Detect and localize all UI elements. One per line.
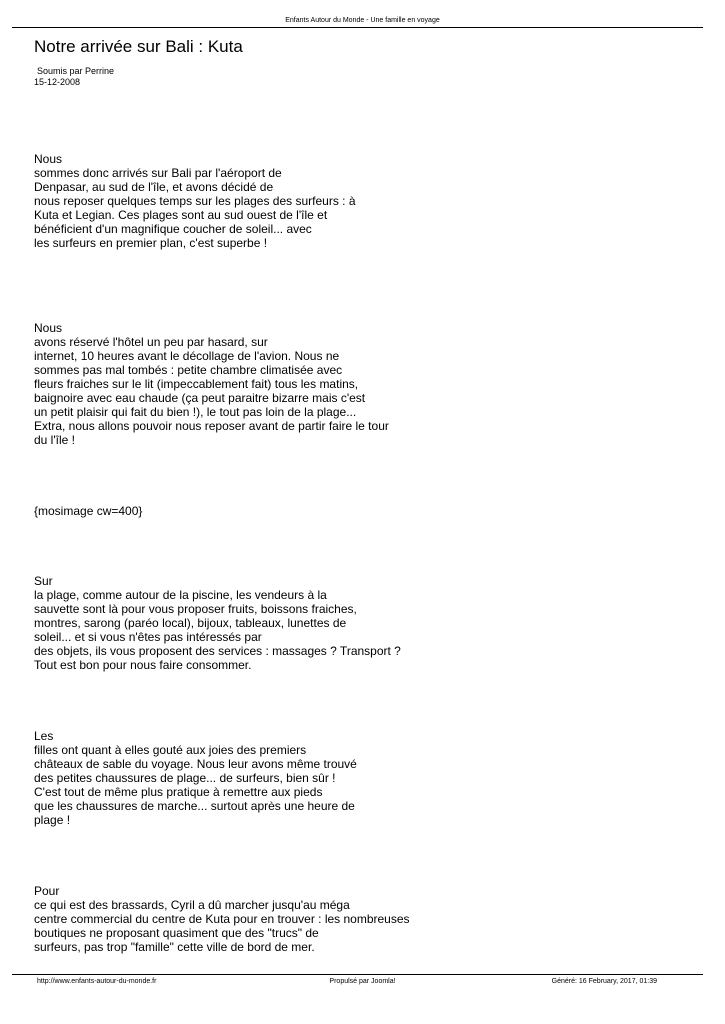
footer-url[interactable]: http://www.enfants-autour-du-monde.fr [37, 978, 157, 985]
paragraph-arrival: Nous sommes donc arrivés sur Bali par l'aéroport de Denpasar, au sud de l'île, et avons décidé de nous reposer quelques temps sur les plages des surfeurs : à Kuta et Legian. Ces plages sont au sud ouest de l'île et bénéficient d'un magnifique coucher de soleil... avec les surfeurs en premier plan, c'est superbe ! [34, 152, 356, 250]
paragraph-sandcastles: Les filles ont quant à elles gouté aux joies des premiers châteaux de sable du voyage. Nous leur avons même trouvé des petites chaussures de plage... de surfeurs, bien sûr ! C'est tout de même plus pratique à remettre aux pieds que les chaussures de marche... surtout après une heure de plage ! [34, 729, 357, 827]
paragraph-hotel: Nous avons réservé l'hôtel un peu par hasard, sur internet, 10 heures avant le décollage de l'avion. Nous ne sommes pas mal tombés : petite chambre climatisée avec fleurs fraiches sur le lit (impeccablement fait) tous les matins, baignoire avec eau chaude (ça peut paraitre bizarre mais c'est un petit plaisir qui fait du bien !), le tout pas loin de la plage... Extra, nous allons pouvoir nous reposer avant de partir faire le tour du l'île ! [34, 321, 389, 447]
site-title: Enfants Autour du Monde - Une famille en voyage [285, 17, 440, 24]
paragraph-beach-vendors: Sur la plage, comme autour de la piscine, les vendeurs à la sauvette sont là pour vous proposer fruits, boissons fraiches, montres, sarong (paréo local), bijoux, tableaux, lunettes de soleil... et si vous n'êtes pas intéressés par des objets, ils vous proposent des services : massages ? Transport ? Tout est bon pour nous faire consommer. [34, 574, 401, 672]
image-placeholder: {mosimage cw=400} [34, 504, 143, 518]
article-author: Soumis par Perrine [37, 66, 115, 76]
article-title: Notre arrivée sur Bali : Kuta [34, 37, 243, 56]
footer-divider [12, 974, 703, 975]
header-divider [12, 27, 703, 28]
footer-powered-by: Propulsé par Joomla! [329, 978, 396, 985]
footer-generated-date: Généré: 16 February, 2017, 01:39 [551, 978, 657, 985]
article-date: 15-12-2008 [34, 77, 81, 87]
paragraph-armbands: Pour ce qui est des brassards, Cyril a dû marcher jusqu'au méga centre commercial du centre de Kuta pour en trouver : les nombreuses boutiques ne proposant quasiment que des "trucs" de surfeurs, pas trop "famille" cette ville de bord de mer. [34, 884, 410, 954]
